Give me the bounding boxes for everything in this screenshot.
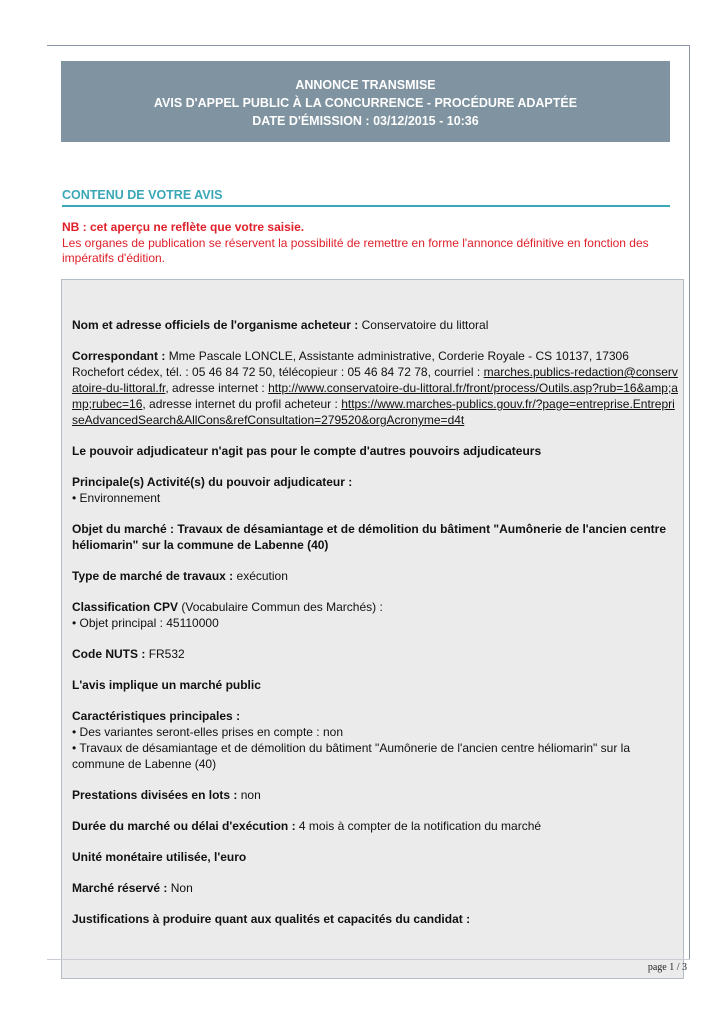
reserve-label: Marché réservé : — [72, 881, 168, 895]
lots-label: Prestations divisées en lots : — [72, 788, 238, 802]
carac-label: Caractéristiques principales : — [72, 709, 241, 723]
pouvoir-text: Le pouvoir adjudicateur n'agit pas pour le compte d'autres pouvoirs adjudicateurs — [72, 444, 542, 458]
notice-header — [61, 61, 670, 142]
avis-public-text: L'avis implique un marché public — [72, 678, 261, 692]
header-line-3: DATE D'ÉMISSION : 03/12/2015 - 10:36 — [252, 114, 479, 128]
monnaie-row — [72, 849, 678, 865]
section-title: CONTENU DE VOTRE AVIS — [62, 188, 670, 207]
cpv-row — [72, 599, 678, 631]
right-rule — [689, 45, 690, 959]
carac-row — [72, 708, 678, 772]
type-row — [72, 568, 678, 584]
duree-label: Durée du marché ou délai d'exécution : — [72, 819, 296, 833]
nuts-row — [72, 646, 678, 662]
type-value: exécution — [236, 569, 288, 583]
header-line-2: AVIS D'APPEL PUBLIC À LA CONCURRENCE - PROCÉDURE ADAPTÉE — [153, 96, 578, 110]
profile-label: , adresse internet du profil acheteur : — [142, 397, 338, 411]
nb-notice — [62, 220, 670, 267]
carac-item-1: • Des variantes seront-elles prises en compte : non — [72, 725, 343, 739]
carac-item-2: • Travaux de désamiantage et de démolition du bâtiment "Aumônerie de l'ancien centre héliomarin" sur la commune de Labenne (40) — [72, 741, 630, 771]
cpv-suffix: (Vocabulaire Commun des Marchés) : — [181, 600, 383, 614]
org-row — [72, 317, 678, 333]
pouvoir-row — [72, 443, 678, 459]
footer-rule — [47, 959, 690, 960]
activite-value: • Environnement — [72, 491, 161, 505]
avis-public-row — [72, 677, 678, 693]
objet-label: Objet du marché : Travaux de désamiantage et de démolition du bâtiment "Aumônerie de l'ancien centre héliomarin" sur la commune de Labenne (40) — [72, 522, 667, 552]
nuts-label: Code NUTS : — [72, 647, 146, 661]
monnaie-text: Unité monétaire utilisée, l'euro — [72, 850, 247, 864]
correspondent-label: Correspondant : — [72, 349, 166, 363]
lots-row — [72, 787, 678, 803]
website-link[interactable]: http://www.conservatoire-du-littoral.fr/front/process/Outils.asp?rub=16&amp;amp;rubec=16 — [72, 381, 678, 411]
buyer-profile-link[interactable]: https://www.marches-publics.gouv.fr/?page=entreprise.EntrepriseAdvancedSearch&AllCons&refConsultation=279520&orgAcronyme=d4t — [72, 397, 675, 427]
cpv-value: • Objet principal : 45110000 — [72, 616, 219, 630]
org-value: Conservatoire du littoral — [361, 318, 489, 332]
type-label: Type de marché de travaux : — [72, 569, 234, 583]
notice-content — [72, 317, 678, 942]
nb-bold: NB : cet aperçu ne reflète que votre saisie. — [62, 220, 305, 234]
nuts-value: FR532 — [148, 647, 185, 661]
correspondent-text: Mme Pascale LONCLE, Assistante administrative, Corderie Royale - CS 10137, 17306 Rochefort cédex, tél. : 05 46 84 72 50, télécopieur : 05 46 84 72 78, courriel : — [72, 349, 629, 379]
activite-label: Principale(s) Activité(s) du pouvoir adjudicateur : — [72, 475, 353, 489]
cpv-label: Classification CPV — [72, 600, 179, 614]
reserve-row — [72, 880, 678, 896]
activite-row — [72, 474, 678, 506]
internet-label: , adresse internet : — [165, 381, 265, 395]
email-link[interactable]: marches.publics-redaction@conservatoire-du-littoral.fr — [72, 365, 678, 395]
page-number: page 1 / 3 — [647, 962, 687, 973]
justif-row — [72, 911, 678, 927]
top-rule — [47, 45, 690, 46]
nb-text: Les organes de publication se réservent la possibilité de remettre en forme l'annonce définitive en fonction des impératifs d'édition. — [62, 235, 649, 265]
duree-row — [72, 818, 678, 834]
objet-row — [72, 521, 678, 553]
lots-value: non — [240, 788, 261, 802]
justif-label: Justifications à produire quant aux qualités et capacités du candidat : — [72, 912, 471, 926]
org-label: Nom et adresse officiels de l'organisme acheteur : — [72, 318, 359, 332]
duree-value: 4 mois à compter de la notification du marché — [298, 819, 542, 833]
header-line-1: ANNONCE TRANSMISE — [295, 78, 436, 92]
correspondent-row — [72, 348, 678, 428]
reserve-value: Non — [170, 881, 193, 895]
